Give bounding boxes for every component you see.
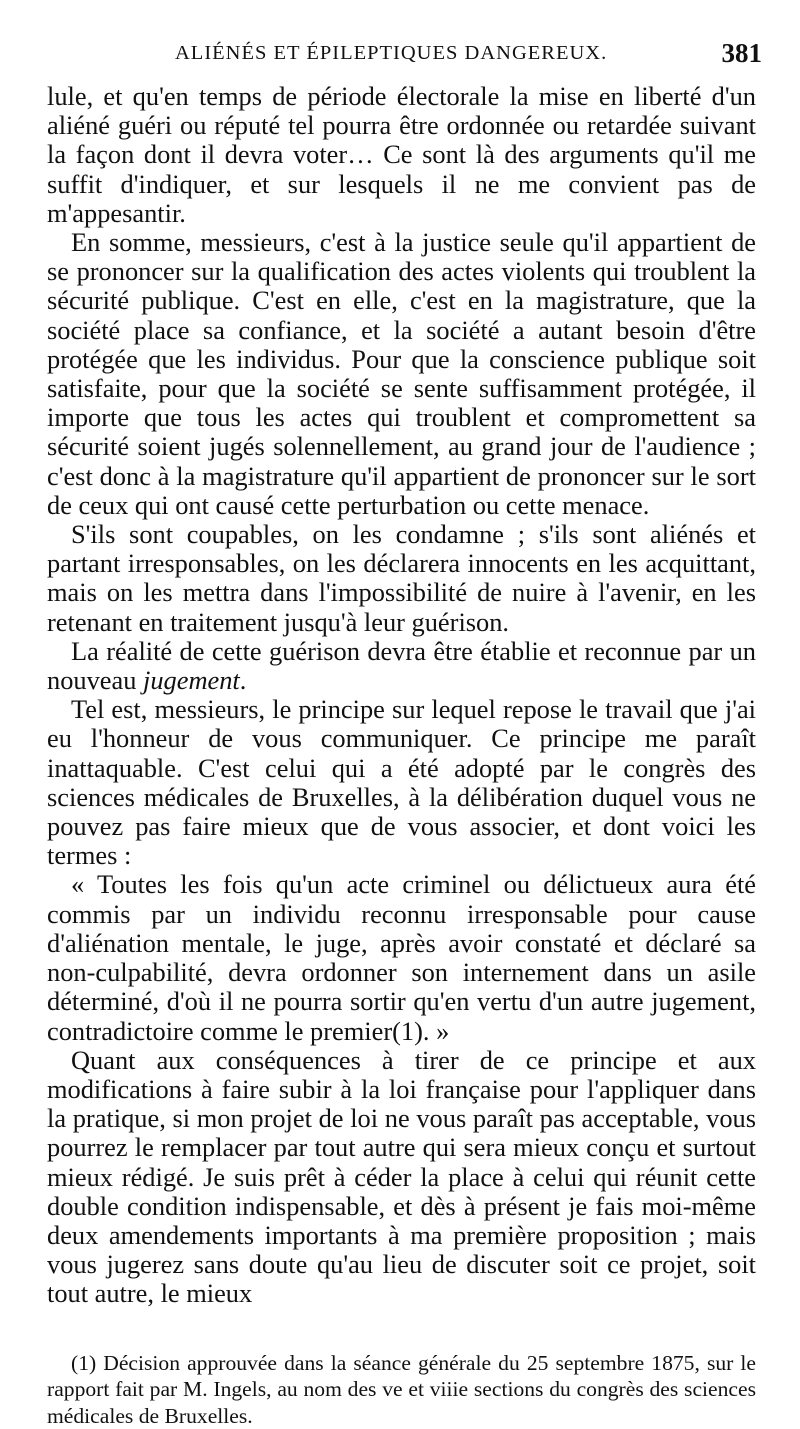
footnote-separator	[47, 1331, 756, 1332]
paragraph-4-text: La réalité de cette guérison devra être établie et reconnue par un nouveau	[47, 635, 756, 696]
paragraph-7: Quant aux conséquences à tirer de ce principe et aux modifications à faire subir à la loi française pour l'appliquer dans la pratique, si mon projet de loi ne vous paraît pas acceptable, vous pourrez le remplacer par tout autre qui sera mieux conçu et surtout mieux rédigé. Je suis prêt à céder la place à celui qui réunit cette double condition indispensable, et dès à présent je fais moi-même deux amendements importants à ma première proposition ; mais vous jugerez sans doute qu'au lieu de discuter soit ce projet, soit tout autre, le mieux	[47, 1044, 756, 1309]
running-title: ALIÉNÉS ET ÉPILEPTIQUES DANGEREUX.	[175, 42, 608, 64]
running-head	[47, 0, 762, 82]
paragraph-5: Tel est, messieurs, le principe sur lequel repose le travail que j'ai eu l'honneur de vous communiquer. Ce principe me paraît inattaquable. C'est celui qui a été adopté par le congrès des sciences médicales de Bruxelles, à la délibération duquel vous ne pouvez pas faire mieux que de vous associer, et dont voici les termes :	[47, 694, 756, 871]
paragraph-2: En somme, messieurs, c'est à la justice seule qu'il appartient de se prononcer sur la qualification des actes violents qui troublent la sécurité publique. C'est en elle, c'est en la magistrature, que la société place sa confiance, et la société a autant besoin d'être protégée que les individus. Pour que la conscience publique soit satisfaite, pour que la société se sente suffisamment protégée, il importe que tous les actes qui troublent et compromettent sa sécurité soient jugés solennellement, au grand jour de l'audience ; c'est donc à la magistrature qu'il appartient de prononcer sur le sort de ceux qui ont causé cette perturbation ou cette menace.	[47, 227, 756, 520]
paragraph-4-italic: jugement	[143, 665, 240, 696]
footnote	[47, 1350, 756, 1429]
paragraph-3: S'ils sont coupables, on les condamne ; s'ils sont aliénés et partant irresponsables, on les déclarera innocents en les acquittant, mais on les mettra dans l'impossibilité de nuire à l'avenir, en les retenant en traitement jusqu'à leur guérison.	[47, 519, 756, 637]
paragraph-1: lule, et qu'en temps de période électorale la mise en liberté d'un aliéné guéri ou réputé tel pourra être ordonnée ou retardée suivant la façon dont il devra voter… Ce sont là des arguments qu'il me suffit d'indiquer, et sur lesquels il ne me convient pas de m'appesantir.	[47, 81, 756, 228]
body-text	[47, 82, 756, 1309]
paragraph-4-end: .	[239, 665, 247, 696]
footnote-text: (1) Décision approuvée dans la séance générale du 25 septembre 1875, sur le rapport fait par M. Ingels, au nom des ve et viiie sections du congrès des sciences médicales de Bruxelles.	[47, 1350, 756, 1428]
paragraph-6-quote: « Toutes les fois qu'un acte criminel ou délictueux aura été commis par un individu reconnu irresponsable pour cause d'aliénation mentale, le juge, après avoir constaté et déclaré sa non-culpabilité, devra ordonner son internement dans un asile déterminé, d'où il ne pourra sortir qu'en vertu d'un autre jugement, contradictoire comme le premier(1). »	[47, 869, 756, 1046]
paragraph-4	[47, 637, 756, 695]
page-number: 381	[721, 38, 762, 68]
